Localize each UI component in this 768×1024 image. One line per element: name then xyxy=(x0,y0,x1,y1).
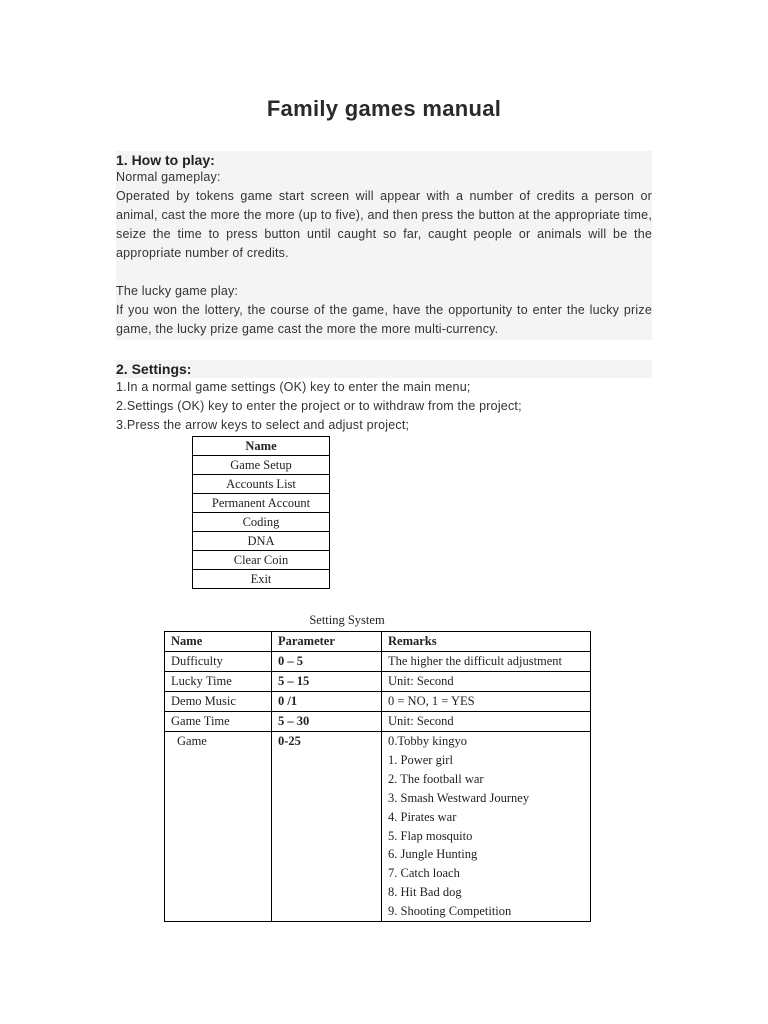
cell-parameter: 0-25 xyxy=(272,732,382,922)
settings-step: 1.In a normal game settings (OK) key to enter the main menu; xyxy=(116,380,471,394)
cell-name: Dufficulty xyxy=(165,652,272,672)
list-item: 9. Shooting Competition xyxy=(388,904,512,919)
menu-item-exit: Exit xyxy=(193,570,330,589)
setting-system-table xyxy=(164,631,591,922)
menu-table-header: Name xyxy=(193,437,330,456)
list-item: 3. Smash Westward Journey xyxy=(388,790,530,805)
column-header: Remarks xyxy=(382,632,591,652)
list-item: 0.Tobby kingyo xyxy=(388,734,467,748)
table-header-row xyxy=(165,632,591,652)
cell-remarks-games xyxy=(382,732,591,922)
cell-parameter: 5 – 30 xyxy=(272,712,382,732)
menu-item-accounts-list: Accounts List xyxy=(193,475,330,494)
cell-remarks: The higher the difficult adjustment xyxy=(382,652,591,672)
table-row xyxy=(165,712,591,732)
main-menu-table xyxy=(192,436,330,589)
list-item: 2. The football war xyxy=(388,771,484,786)
menu-item-permanent-account: Permanent Account xyxy=(193,494,330,513)
list-item: 7. Catch loach xyxy=(388,866,460,881)
section-heading-how-to-play: 1. How to play: xyxy=(116,152,215,168)
menu-item-game-setup: Game Setup xyxy=(193,456,330,475)
settings-step: 2.Settings (OK) key to enter the project or to withdraw from the project; xyxy=(116,399,522,413)
cell-name: Game Time xyxy=(165,712,272,732)
table-row xyxy=(165,692,591,712)
list-item: 1. Power girl xyxy=(388,752,453,767)
cell-parameter: 0 /1 xyxy=(272,692,382,712)
table-row xyxy=(165,672,591,692)
list-item: 5. Flap mosquito xyxy=(388,828,473,843)
section-heading-settings: 2. Settings: xyxy=(116,361,192,377)
menu-item-coding: Coding xyxy=(193,513,330,532)
menu-item-clear-coin: Clear Coin xyxy=(193,551,330,570)
games-list xyxy=(388,732,584,921)
cell-parameter: 5 – 15 xyxy=(272,672,382,692)
lucky-game-text: If you won the lottery, the course of the game, have the opportunity to enter the lucky prize game, the lucky prize game cast the more the more multi-currency. xyxy=(116,303,652,336)
cell-parameter: 0 – 5 xyxy=(272,652,382,672)
table-row-game xyxy=(165,732,591,922)
list-item: 6. Jungle Hunting xyxy=(388,847,478,862)
cell-remarks: Unit: Second xyxy=(382,672,591,692)
lucky-game-label: The lucky game play: xyxy=(116,284,239,298)
normal-gameplay-text: Operated by tokens game start screen will appear with a number of credits a person or animal, cast the more the more (up to five), and then press the button at the appropriate time, seize the time to press button until caught so far, caught people or animals will be the appropriate number of credits. xyxy=(116,189,652,260)
cell-name: Game xyxy=(165,732,272,922)
list-item: 4. Pirates war xyxy=(388,809,457,824)
table-row xyxy=(165,652,591,672)
settings-step: 3.Press the arrow keys to select and adjust project; xyxy=(116,418,410,432)
section-settings-background xyxy=(116,360,652,378)
cell-remarks: 0 = NO, 1 = YES xyxy=(382,692,591,712)
menu-item-dna: DNA xyxy=(193,532,330,551)
column-header: Name xyxy=(165,632,272,652)
cell-name: Demo Music xyxy=(165,692,272,712)
list-item: 8. Hit Bad dog xyxy=(388,885,462,900)
column-header: Parameter xyxy=(272,632,382,652)
normal-gameplay-label: Normal gameplay: xyxy=(116,170,221,184)
setting-table-caption: Setting System xyxy=(309,613,385,627)
cell-remarks: Unit: Second xyxy=(382,712,591,732)
cell-name: Lucky Time xyxy=(165,672,272,692)
page-title: Family games manual xyxy=(266,96,502,121)
